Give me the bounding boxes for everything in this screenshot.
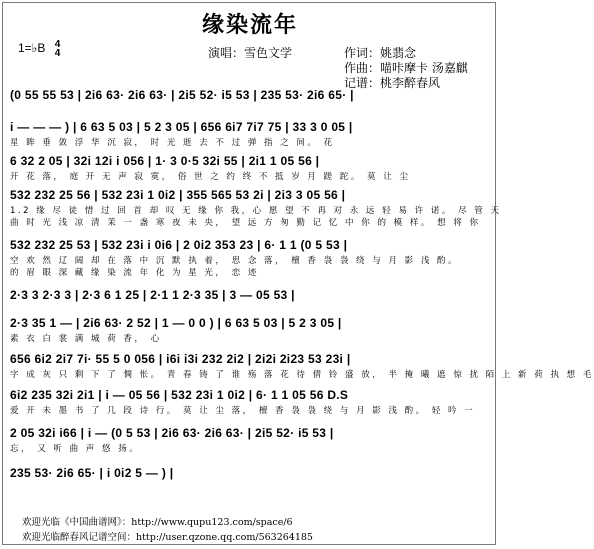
composer-credit: 作曲：喵咔摩卡 汤嘉麒: [344, 61, 468, 75]
notation-area: [10, 88, 594, 508]
notes-line: 6 32 2 05 | 32i 12i i 056 | 1· 3 0·5 32i 55 | 2i1 1 05 56 |: [10, 154, 320, 168]
lyric-line: 开 花 落， 庭 开 无 声 寂 寞， 俗 世 之 约 终 不 抵 岁 月 蹉 跎。 莫 让 尘: [10, 172, 411, 182]
notes-line: 656 6i2 2i7 7i· 55 5 0 056 | i6i i3i 232 2i2 | 2i2i 2i23 53 23i |: [10, 352, 351, 366]
notes-line: i — — — ) | 6 63 5 03 | 5 2 3 05 | 656 6i7 7i7 75 | 33 3 0 05 |: [10, 120, 353, 134]
lyric-line: 字 成 灰 只 剩 下 了 惆 怅。 青 春 铸 了 谁 殇 落 花 待 倩 铃 盛 放， 半 掩 曦 遮 惊 扰 陌 上 新 荷 执 想 毛: [10, 370, 594, 380]
time-signature: [55, 40, 61, 58]
notes-line: 6i2 235 32i 2i1 | i — 05 56 | 532 23i 1 0i2 | 6· 1 1 05 56 D.S: [10, 388, 349, 402]
notes-line: 532 232 25 56 | 532 23i 1 0i2 | 355 565 53 2i | 2i3 3 05 56 |: [10, 188, 346, 202]
time-top: 4: [54, 39, 61, 50]
transcriber-credit: 记谱：桃李醉春风: [344, 76, 441, 90]
lyric-line: 空 欢 然 辽 阔 却 在 落 中 沉 默 执 着， 思 念 落， 檀 香 袅 袅 绕 与 月 影 浅 酌。: [10, 256, 460, 266]
lyric-line: 星 眸 垂 敛 浮 华 沉 寂， 时 光 逝 去 不 过 弹 指 之 间。 花: [10, 138, 335, 148]
lyric-line: 的 眉 眼 深 藏 缘 染 流 年 化 为 星 光， 恋 迹: [10, 268, 259, 278]
lyric-line: 爱 开 未 墨 书 了 几 段 诗 行。 莫 让 尘 落， 檀 香 袅 袅 绕 与 月 影 浅 酌。 轻 吟 一: [10, 406, 476, 416]
notes-line: 2 05 32i i66 | i — (0 5 53 | 2i6 63· 2i6 63· | 2i5 52· i5 53 |: [10, 426, 334, 440]
notes-line: 532 232 25 53 | 532 23i i 0i6 | 2 0i2 353 23 | 6· 1 1 (0 5 53 |: [10, 238, 348, 252]
notes-line: (0 55 55 53 | 2i6 63· 2i6 63· | 2i5 52· i5 53 | 235 53· 2i6 65· |: [10, 88, 354, 102]
notes-line: 2·3 35 1 — | 2i6 63· 2 52 | 1 — 0 0 ) | 6 63 5 03 | 5 2 3 05 |: [10, 316, 342, 330]
notes-line: 2·3 3 2·3 3 | 2·3 6 1 25 | 2·1 1 2·3 35 | 3 — 05 53 |: [10, 288, 295, 302]
lyric-line: 忘， 又 听 曲 声 悠 扬。: [10, 444, 141, 454]
lyricist-credit: 作词：姚翡念: [344, 46, 417, 60]
key-signature: [18, 40, 60, 58]
lyric-line: 曲 时 光 浅 凉 清 茉 一 盏 寒 夜 未 央， 望 远 方 匆 勤 记 忆 中 你 的 模 样。 想 将 你: [10, 218, 481, 228]
lyric-line: 素 衣 白 裳 满 城 荷 香， 心: [10, 334, 162, 344]
singer-credit: 演唱：雪色文学: [208, 46, 293, 60]
song-title: 缘染流年: [201, 12, 298, 38]
lyric-line: 1.2 缘 尽 徒 惜 过 回 首 却 叹 无 缘 你 我，心 愿 望 不 再 对 永 远 轻 易 许 诺。 尽 管 天: [10, 206, 502, 216]
key-label: 1=♭B: [18, 41, 46, 56]
notes-line: 235 53· 2i6 65· | i 0i2 5 — ) |: [10, 466, 174, 480]
time-bottom: 4: [54, 48, 61, 59]
footer-link-qzone[interactable]: 欢迎光临醉春风记谱空间：http://user.qzone.qq.com/563264185: [22, 532, 313, 543]
footer-link-qupu[interactable]: 欢迎光临《中国曲谱网》：http://www.qupu123.com/space/6: [22, 517, 293, 528]
